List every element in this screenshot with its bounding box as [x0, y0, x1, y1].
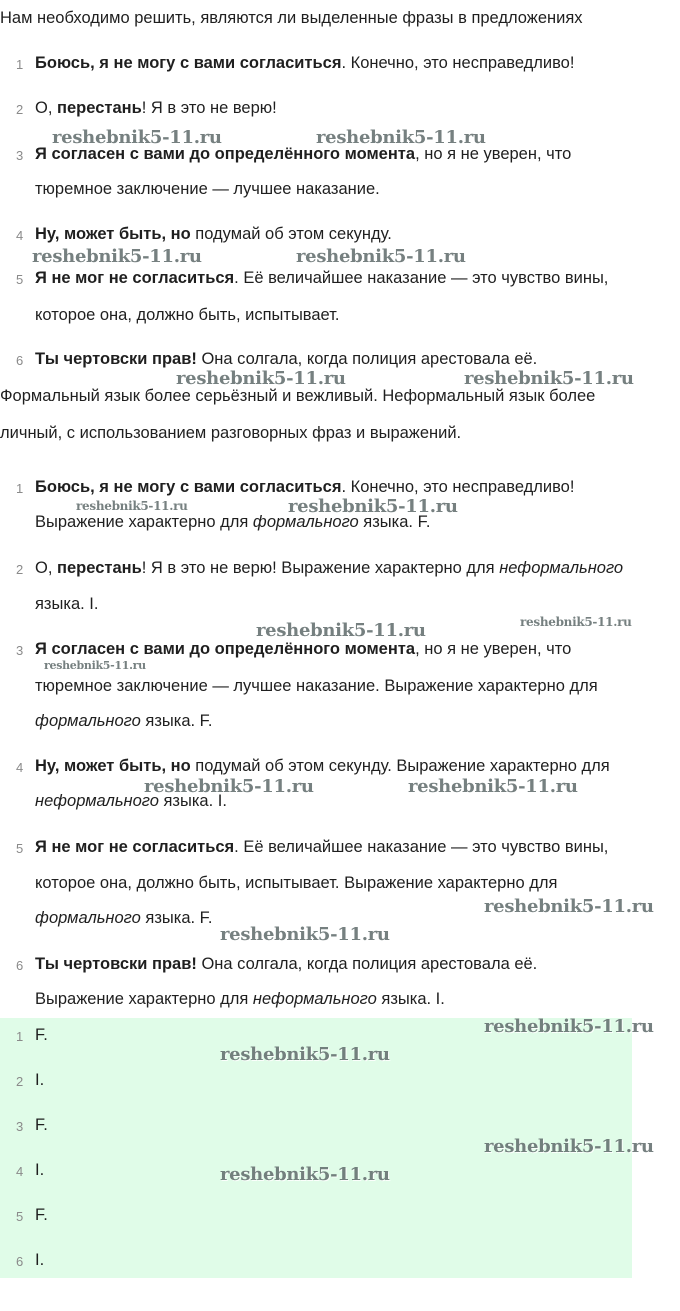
list-number: 6 — [16, 353, 24, 368]
watermark: reshebnik5-11.ru — [484, 896, 654, 917]
watermark: reshebnik5-11.ru — [256, 620, 426, 641]
watermark: reshebnik5-11.ru — [484, 1016, 654, 1037]
list-number: 4 — [16, 1164, 24, 1179]
answer-item: F. — [35, 1206, 48, 1224]
watermark: reshebnik5-11.ru — [484, 1136, 654, 1157]
list-item: Ну, может быть, но подумай об этом секунду. — [35, 225, 392, 243]
explanation-line-2: личный, с использованием разговорных фраз и выражений. — [0, 424, 462, 442]
watermark: reshebnik5-11.ru — [316, 127, 486, 148]
list-item: Боюсь, я не могу с вами согласиться. Конечно, это несправедливо! — [35, 54, 575, 72]
list-number: 1 — [16, 1029, 24, 1044]
watermark: reshebnik5-11.ru — [176, 368, 346, 389]
watermark: reshebnik5-11.ru — [220, 1044, 390, 1065]
explanation-line-1: Формальный язык более серьёзный и вежливый. Неформальный язык более — [0, 387, 596, 405]
list-item: Ты чертовски прав! Она солгала, когда полиция арестовала её. — [35, 955, 538, 973]
list-item-continuation: формального языка. F. — [35, 712, 213, 730]
list-number: 6 — [16, 958, 24, 973]
list-number: 3 — [16, 1119, 24, 1134]
answer-item: I. — [35, 1161, 45, 1179]
list-item: Я не мог не согласиться. Её величайшее наказание — это чувство вины, — [35, 269, 609, 287]
list-item: Боюсь, я не могу с вами согласиться. Конечно, это несправедливо! — [35, 478, 575, 496]
list-item-continuation: тюремное заключение — лучшее наказание. — [35, 180, 380, 198]
answer-item: I. — [35, 1251, 45, 1269]
list-item: Ну, может быть, но подумай об этом секунду. Выражение характерно для — [35, 757, 610, 775]
watermark: reshebnik5-11.ru — [520, 615, 632, 629]
list-number: 4 — [16, 228, 24, 243]
list-number: 2 — [16, 562, 24, 577]
list-number: 4 — [16, 760, 24, 775]
list-item: Я согласен с вами до определённого момента, но я не уверен, что — [35, 145, 572, 163]
list-item-continuation: неформального языка. I. — [35, 792, 227, 810]
list-number: 5 — [16, 841, 24, 856]
list-item-continuation: Выражение характерно для неформального языка. I. — [35, 990, 445, 1008]
list-number: 1 — [16, 481, 24, 496]
list-item: Я согласен с вами до определённого момента, но я не уверен, что — [35, 640, 572, 658]
list-item: О, перестань! Я в это не верю! — [35, 99, 277, 117]
watermark: reshebnik5-11.ru — [288, 496, 458, 517]
answer-item: I. — [35, 1071, 45, 1089]
list-item-continuation: Выражение характерно для формального языка. F. — [35, 513, 431, 531]
watermark: reshebnik5-11.ru — [76, 499, 188, 513]
list-item-continuation: тюремное заключение — лучшее наказание. Выражение характерно для — [35, 677, 598, 695]
watermark: reshebnik5-11.ru — [296, 246, 466, 267]
list-number: 5 — [16, 272, 24, 287]
list-number: 5 — [16, 1209, 24, 1224]
list-item-continuation: языка. I. — [35, 595, 99, 613]
watermark: reshebnik5-11.ru — [220, 1164, 390, 1185]
list-item-continuation: формального языка. F. — [35, 909, 213, 927]
list-number: 3 — [16, 148, 24, 163]
answer-item: F. — [35, 1116, 48, 1134]
answer-item: F. — [35, 1026, 48, 1044]
intro-text: Нам необходимо решить, являются ли выделенные фразы в предложениях — [0, 9, 583, 27]
watermark: reshebnik5-11.ru — [464, 368, 634, 389]
list-item-continuation: которое она, должно быть, испытывает. Выражение характерно для — [35, 874, 558, 892]
watermark: reshebnik5-11.ru — [144, 776, 314, 797]
list-item-continuation: которое она, должно быть, испытывает. — [35, 306, 340, 324]
watermark: reshebnik5-11.ru — [44, 659, 146, 672]
list-item: О, перестань! Я в это не верю! Выражение характерно для неформального — [35, 559, 624, 577]
list-number: 2 — [16, 102, 24, 117]
watermark: reshebnik5-11.ru — [32, 246, 202, 267]
watermark: reshebnik5-11.ru — [408, 776, 578, 797]
list-item: Ты чертовски прав! Она солгала, когда полиция арестовала её. — [35, 350, 538, 368]
list-number: 1 — [16, 57, 24, 72]
list-item: Я не мог не согласиться. Её величайшее наказание — это чувство вины, — [35, 838, 609, 856]
list-number: 3 — [16, 643, 24, 658]
list-number: 6 — [16, 1254, 24, 1269]
watermark: reshebnik5-11.ru — [52, 127, 222, 148]
watermark: reshebnik5-11.ru — [220, 924, 390, 945]
list-number: 2 — [16, 1074, 24, 1089]
